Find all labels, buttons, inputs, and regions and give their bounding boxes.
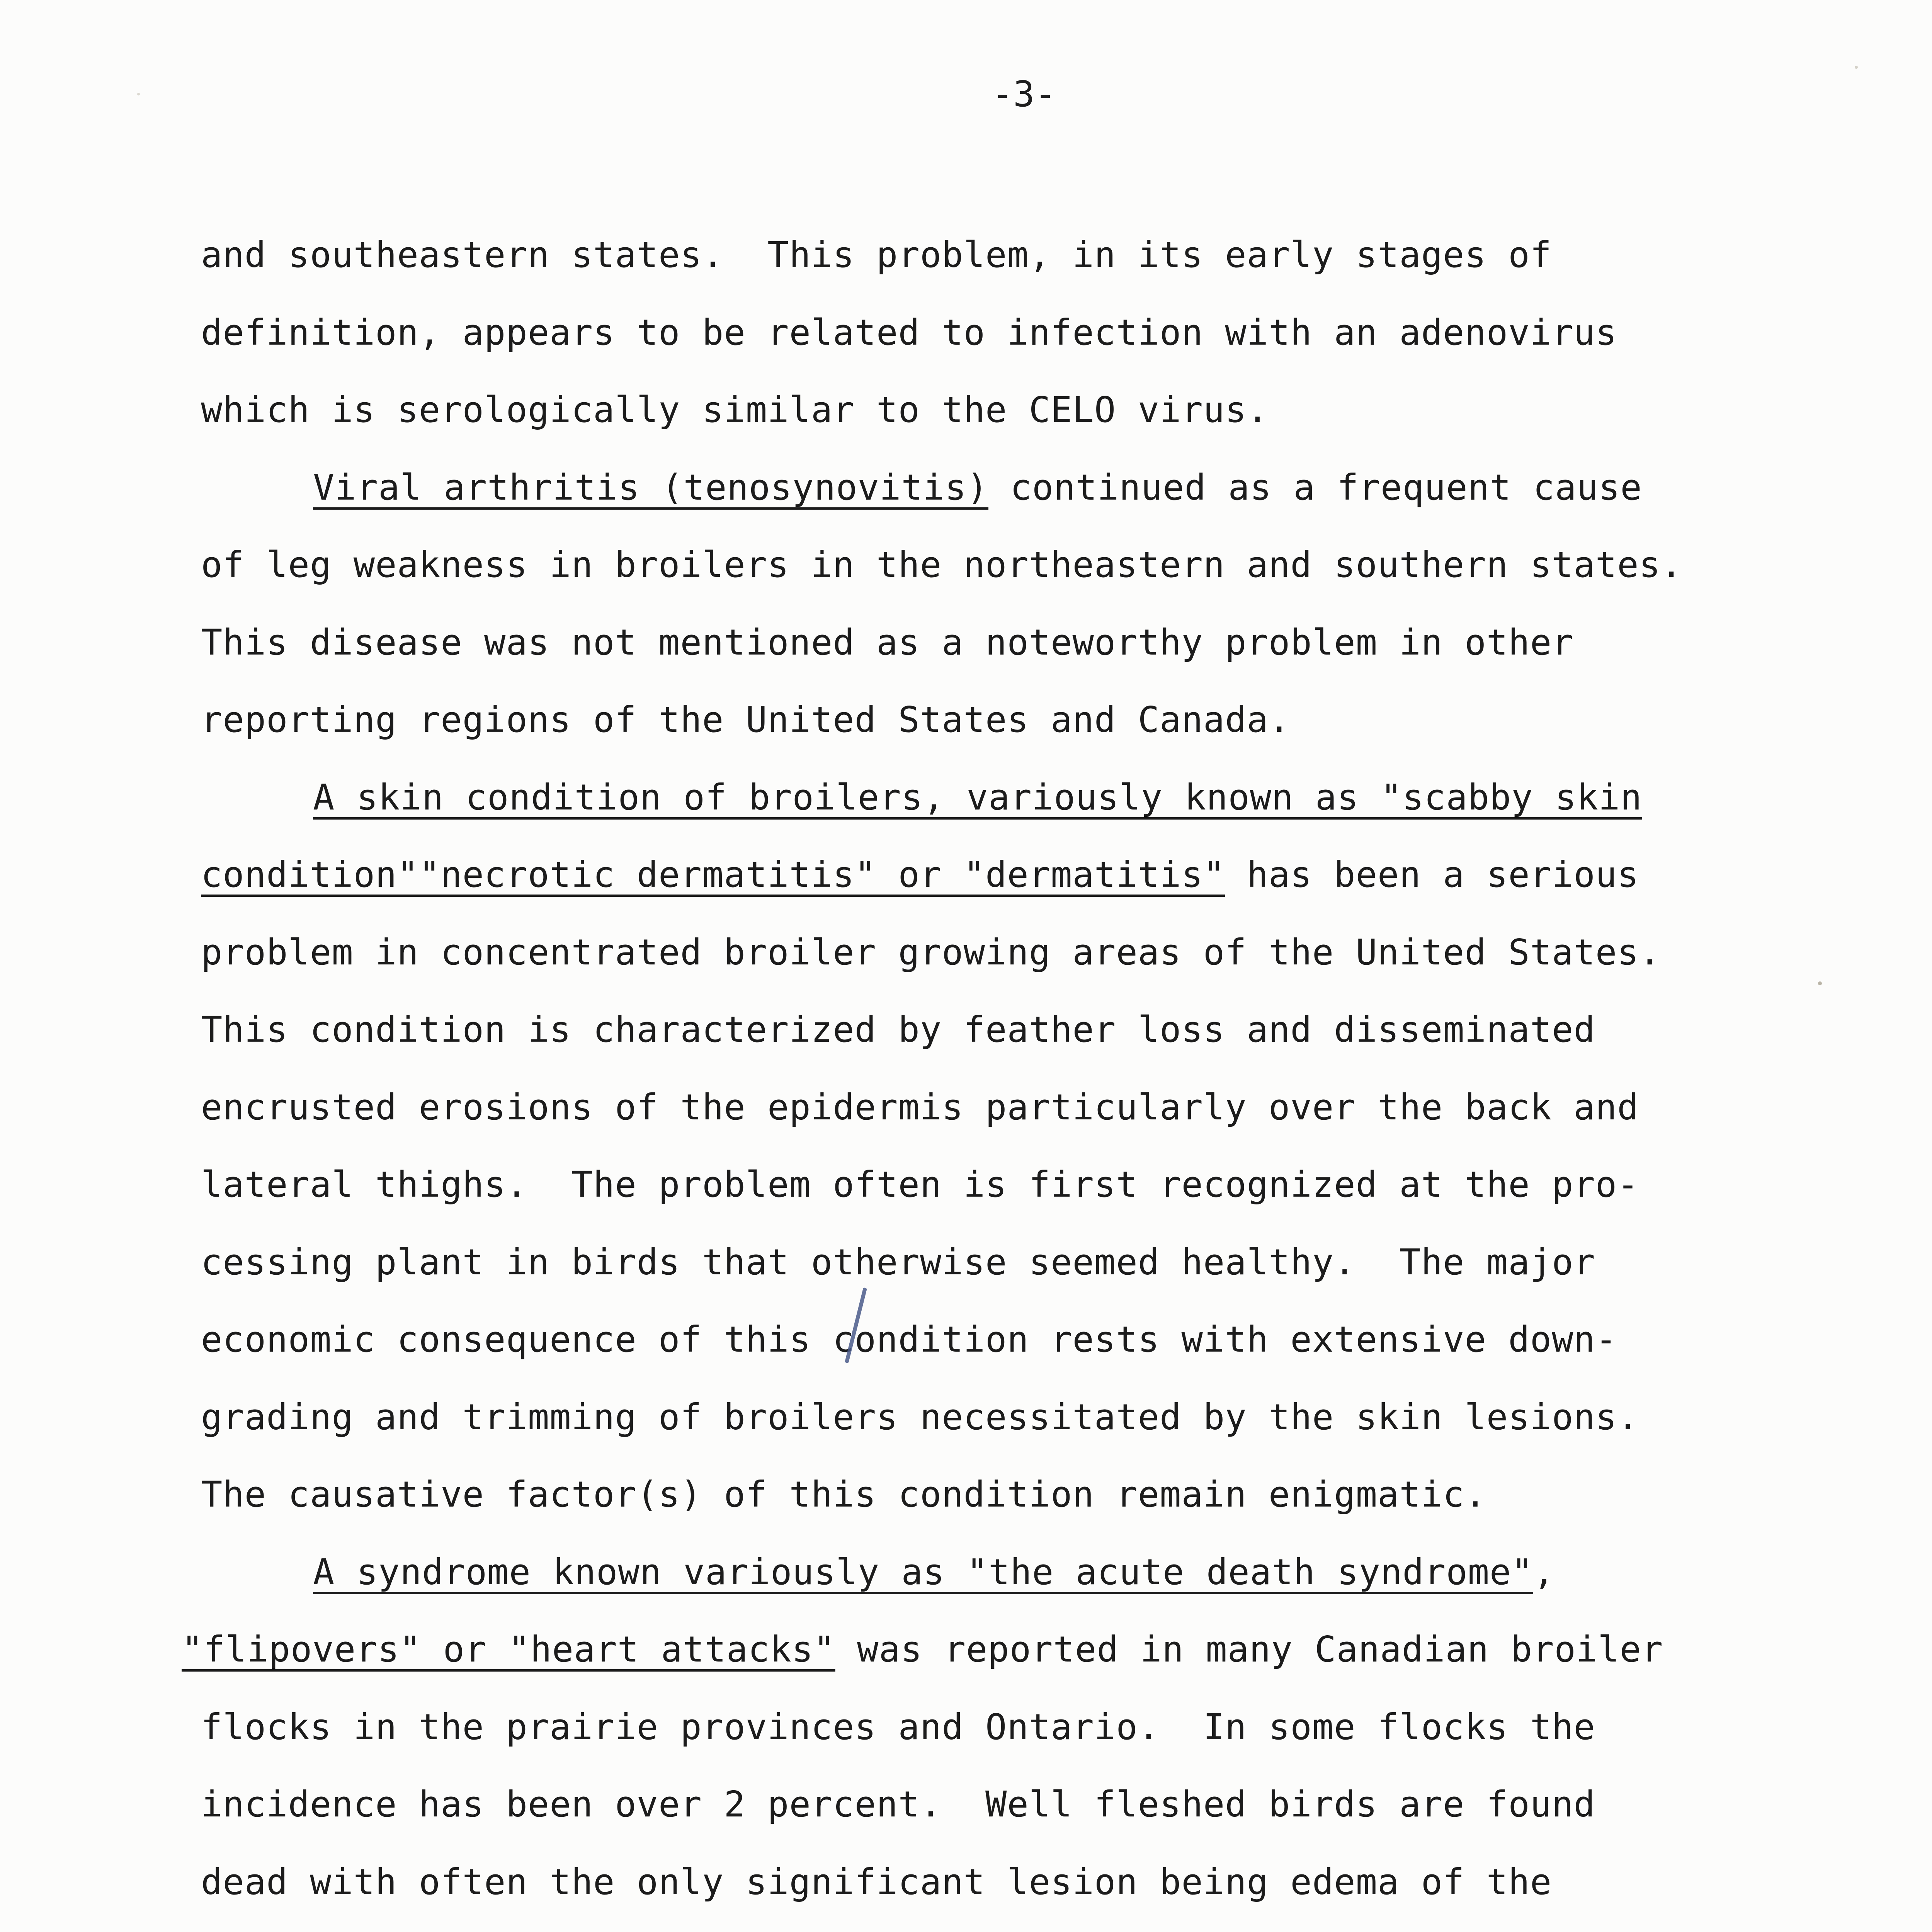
text-line: reporting regions of the United States and Canada. [201,699,1291,740]
text-line: grading and trimming of broilers necessitated by the skin lesions. [201,1396,1639,1438]
underlined-term-dermatitis: condition""necrotic dermatitis" or "dermatitis" [201,854,1225,895]
paragraph-acute-death-first-line [201,1534,1824,1611]
paper-speck [137,93,140,95]
text-line: This disease was not mentioned as a noteworthy problem in other [201,621,1574,663]
paper-speck [1818,981,1822,985]
body-text [182,216,1824,1932]
underlined-term-flipovers: "flipovers" or "heart attacks" [182,1629,835,1670]
paragraph-viral-arthritis-first-line [201,449,1824,527]
text-line: and southeastern states. This problem, in its early stages of [201,234,1552,276]
text-line: This condition is characterized by feather loss and disseminated [201,1009,1595,1050]
text-line [182,1611,1824,1689]
text-run: , [1533,1551,1555,1593]
text-run: was reported in many Canadian broiler [835,1629,1663,1670]
paragraph-skin-condition-first-line [201,759,1824,837]
text-line: The causative factor(s) of this condition remain enigmatic. [201,1474,1486,1515]
text-line: incidence has been over 2 percent. Well fleshed birds are found [201,1784,1595,1825]
underlined-term-skin-condition: A skin condition of broilers, variously known as "scabby skin [313,776,1642,818]
text-line: which is serologically similar to the CELO virus. [201,389,1269,430]
underlined-term-viral-arthritis: Viral arthritis (tenosynovitis) [313,466,989,508]
text-line: lateral thighs. The problem often is first recognized at the pro- [201,1164,1639,1205]
text-line: definition, appears to be related to infection with an adenovirus [201,311,1617,353]
text-run: has been a serious [1225,854,1639,895]
text-line: encrusted erosions of the epidermis particularly over the back and [201,1086,1639,1128]
underlined-term-acute-death-syndrome: A syndrome known variously as "the acute death syndrome" [313,1551,1533,1593]
text-line: flocks in the prairie provinces and Ontario. In some flocks the [201,1706,1595,1748]
paper-speck [1855,66,1858,69]
text-line: economic consequence of this condition rests with extensive down- [201,1319,1617,1360]
text-run: continued as a frequent cause [988,466,1642,508]
text-line: problem in concentrated broiler growing areas of the United States. [201,931,1661,973]
text-line: of leg weakness in broilers in the northeastern and southern states. [201,544,1683,585]
text-line [201,1921,1824,1932]
text-line: cessing plant in birds that otherwise seemed healthy. The major [201,1241,1595,1283]
page-number: -3- [992,73,1056,115]
text-line [201,836,1824,914]
text-line: dead with often the only significant lesion being edema of the [201,1861,1552,1903]
